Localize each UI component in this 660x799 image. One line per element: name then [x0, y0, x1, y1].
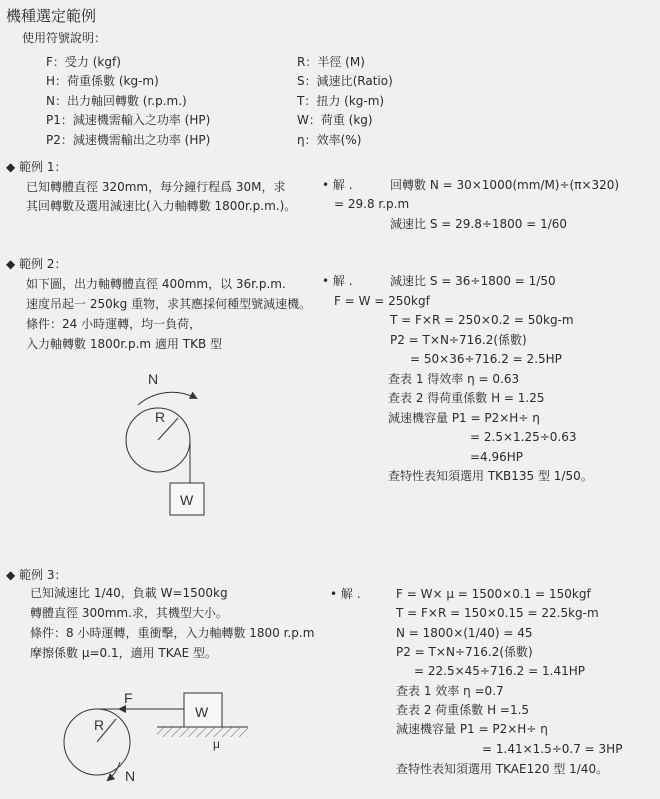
example1-solution-label: • 解 . — [322, 178, 353, 192]
f-label: F — [124, 690, 133, 706]
example2-solution-line: 查表 1 得效率 η = 0.63 — [388, 372, 520, 386]
symbol-h: H：荷重係數 (kg-m) — [46, 74, 159, 88]
example2-problem-line: 速度吊起一 250kg 重物，求其應採何種型號減速機。 — [26, 297, 312, 311]
n-label-3: N — [125, 768, 136, 784]
example3-solution-line: 查特性表知須選用 TKAE120 型 1/40。 — [396, 762, 609, 776]
mu-label: μ — [213, 737, 220, 751]
example2-solution-label: • 解 . — [322, 274, 353, 288]
example2-problem-line: 入力軸轉數 1800r.p.m 適用 TKB 型 — [26, 337, 222, 351]
example3-solution-line: 查表 1 效率 η =0.7 — [396, 684, 504, 698]
symbol-t: T：扭力 (kg-m) — [297, 94, 385, 108]
example3-problem-line: 轉體直徑 300mm.求，其機型大小。 — [30, 606, 228, 620]
example1-solution-line: 減速比 S = 29.8÷1800 = 1/60 — [390, 217, 568, 231]
example2-solution-line: = 50×36÷716.2 = 2.5HP — [410, 352, 562, 366]
example3-solution-label: • 解 . — [330, 587, 361, 601]
example3-solution-line: 減速機容量 P1 = P2×H÷ η — [396, 722, 548, 736]
example1-solution-line: 回轉數 N = 30×1000(mm/M)÷(π×320) — [390, 178, 620, 192]
w-label: W — [180, 492, 194, 508]
example2-solution-line: 減速機容量 P1 = P2×H÷ η — [388, 411, 540, 425]
example3-label: ◆ 範例 3： — [6, 568, 67, 582]
example2-solution-line: = 2.5×1.25÷0.63 — [470, 430, 577, 444]
symbol-r: R：半徑 (M) — [297, 55, 365, 69]
example3-solution-line: 查表 2 荷重係數 H =1.5 — [396, 703, 530, 717]
example1-problem-line: 其回轉數及選用減速比(入力軸轉數 1800r.p.m.)。 — [26, 199, 297, 213]
page-title: 機種選定範例 — [6, 7, 97, 25]
example3-solution-line: T = F×R = 150×0.15 = 22.5kg-m — [396, 606, 599, 620]
n-label: N — [148, 371, 159, 387]
symbol-s: S：減速比(Ratio) — [297, 74, 393, 88]
example2-solution-line: F = W = 250kgf — [334, 294, 430, 308]
example2-solution-line: 查特性表知須選用 TKB135 型 1/50。 — [388, 469, 593, 483]
example3-problem-line: 摩擦係數 μ=0.1，適用 TKAE 型。 — [30, 646, 217, 660]
example3-solution-line: F = W× μ = 1500×0.1 = 150kgf — [396, 587, 591, 601]
example1-label: ◆ 範例 1： — [6, 160, 67, 174]
w-label-3: W — [195, 704, 209, 720]
example3-solution-line: P2 = T×N÷716.2(係數) — [396, 645, 533, 659]
example2-label: ◆ 範例 2： — [6, 257, 67, 271]
example2-problem-line: 條件：24 小時運轉，均一負荷， — [26, 317, 202, 331]
example2-solution-line: =4.96HP — [470, 450, 524, 464]
example2-solution-line: 查表 2 得荷重係數 H = 1.25 — [388, 391, 545, 405]
symbol-p2: P2：減速機需輸出之功率 (HP) — [46, 133, 211, 147]
symbol-p1: P1：減速機需輸入之功率 (HP) — [46, 113, 211, 127]
symbols-heading: 使用符號說明： — [22, 31, 107, 45]
ground-hatch — [157, 727, 248, 737]
example3-problem-line: 已知減速比 1/40，負載 W=1500kg — [30, 586, 228, 600]
symbol-w: W：荷重 (kg) — [297, 113, 373, 127]
example3-solution-line: = 22.5×45÷716.2 = 1.41HP — [414, 664, 585, 678]
r-label: R — [155, 409, 166, 425]
symbol-eta: η：效率(%) — [297, 133, 362, 147]
example2-label-text: 範例 2： — [19, 257, 67, 271]
example1-solution-line: = 29.8 r.p.m — [334, 197, 410, 211]
example1-label-text: 範例 1： — [19, 160, 67, 174]
example2-problem-line: 如下圖，出力軸轉體直徑 400mm，以 36r.p.m. — [26, 277, 286, 291]
example1-problem-line: 已知轉體直徑 320mm，每分鐘行程爲 30M，求 — [26, 180, 286, 194]
symbol-n: N：出力軸回轉數 (r.p.m.) — [46, 94, 187, 108]
drum-rotation-arrow — [108, 762, 120, 780]
r-label-3: R — [94, 717, 105, 733]
example2-solution-line: T = F×R = 250×0.2 = 50kg-m — [390, 313, 574, 327]
example2-solution-line: P2 = T×N÷716.2(係數) — [390, 333, 527, 347]
example3-solution-line: = 1.41×1.5÷0.7 = 3HP — [482, 742, 623, 756]
example3-label-text: 範例 3： — [19, 568, 67, 582]
symbol-f: F：受力 (kgf) — [46, 55, 121, 69]
example2-solution-line: 減速比 S = 36÷1800 = 1/50 — [390, 274, 556, 288]
example3-problem-line: 條件：8 小時運轉，重衝擊，入力軸轉數 1800 r.p.m — [30, 626, 315, 640]
example3-solution-line: N = 1800×(1/40) = 45 — [396, 626, 533, 640]
